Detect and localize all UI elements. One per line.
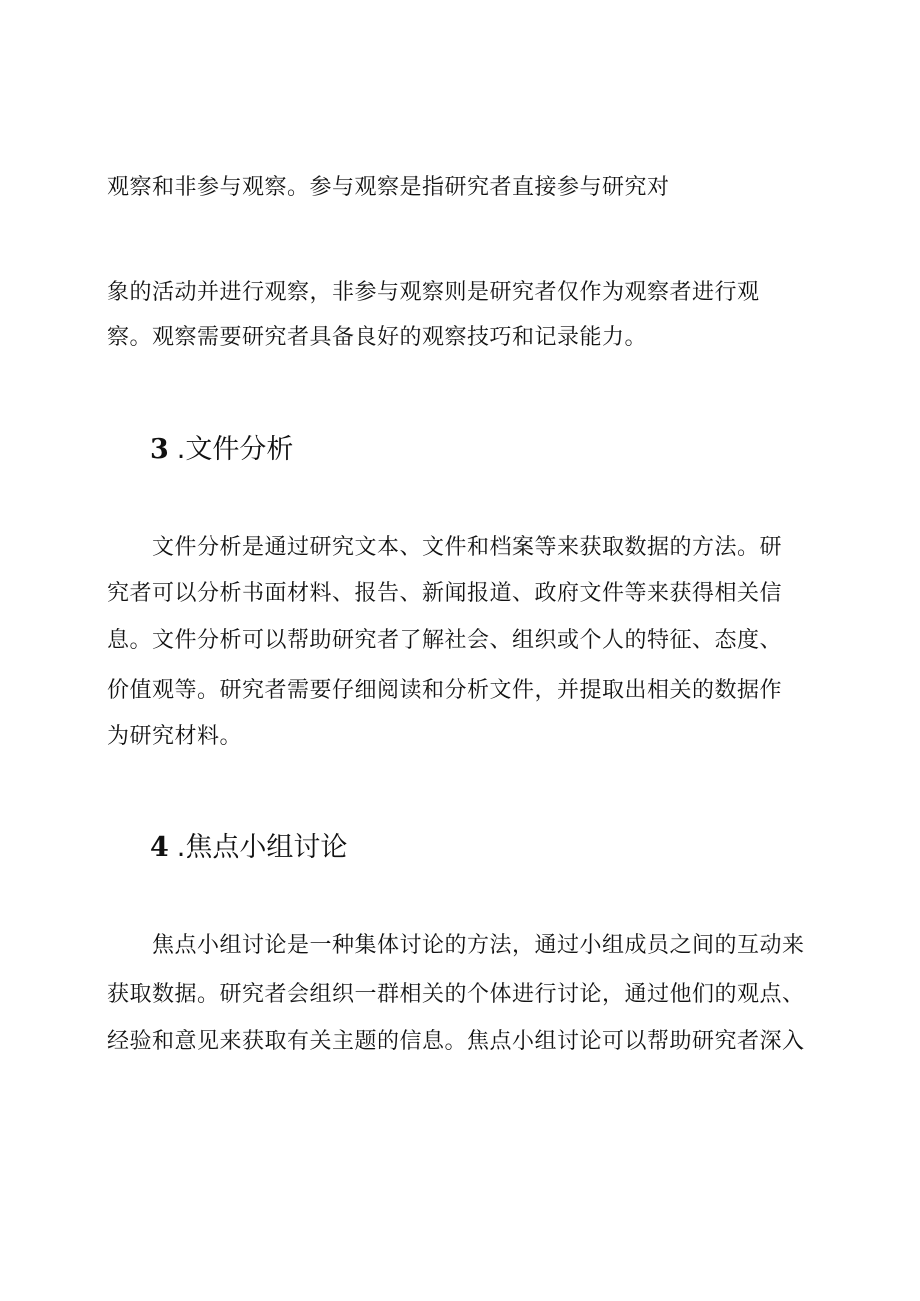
text-line: 象的活动并进行观察，非参与观察则是研究者仅作为观察者进行观 <box>107 280 760 305</box>
section-heading-3 <box>150 432 293 468</box>
text-line: 察。观察需要研究者具备良好的观察技巧和记录能力。 <box>107 325 648 350</box>
text-line: 究者可以分析书面材料、报告、新闻报道、政府文件等来获得相关信 <box>107 581 783 606</box>
text-line: 文件分析是通过研究文本、文件和档案等来获取数据的方法。研 <box>152 535 783 560</box>
section-number: 3 <box>150 434 169 465</box>
section-heading-4 <box>150 830 347 866</box>
text-line: 获取数据。研究者会组织一群相关的个体进行讨论，通过他们的观点、 <box>107 982 805 1007</box>
section-title: .焦点小组讨论 <box>176 832 348 863</box>
text-line: 为研究材料。 <box>107 724 243 749</box>
text-line: 焦点小组讨论是一种集体讨论的方法，通过小组成员之间的互动来 <box>152 933 805 958</box>
text-line: 观察和非参与观察。参与观察是指研究者直接参与研究对 <box>107 175 670 200</box>
section-title: .文件分析 <box>176 434 294 465</box>
text-line: 息。文件分析可以帮助研究者了解社会、组织或个人的特征、态度、 <box>107 628 783 653</box>
section-number: 4 <box>150 832 169 863</box>
text-line: 价值观等。研究者需要仔细阅读和分析文件，并提取出相关的数据作 <box>107 678 783 703</box>
text-line: 经验和意见来获取有关主题的信息。焦点小组讨论可以帮助研究者深入 <box>107 1029 805 1054</box>
